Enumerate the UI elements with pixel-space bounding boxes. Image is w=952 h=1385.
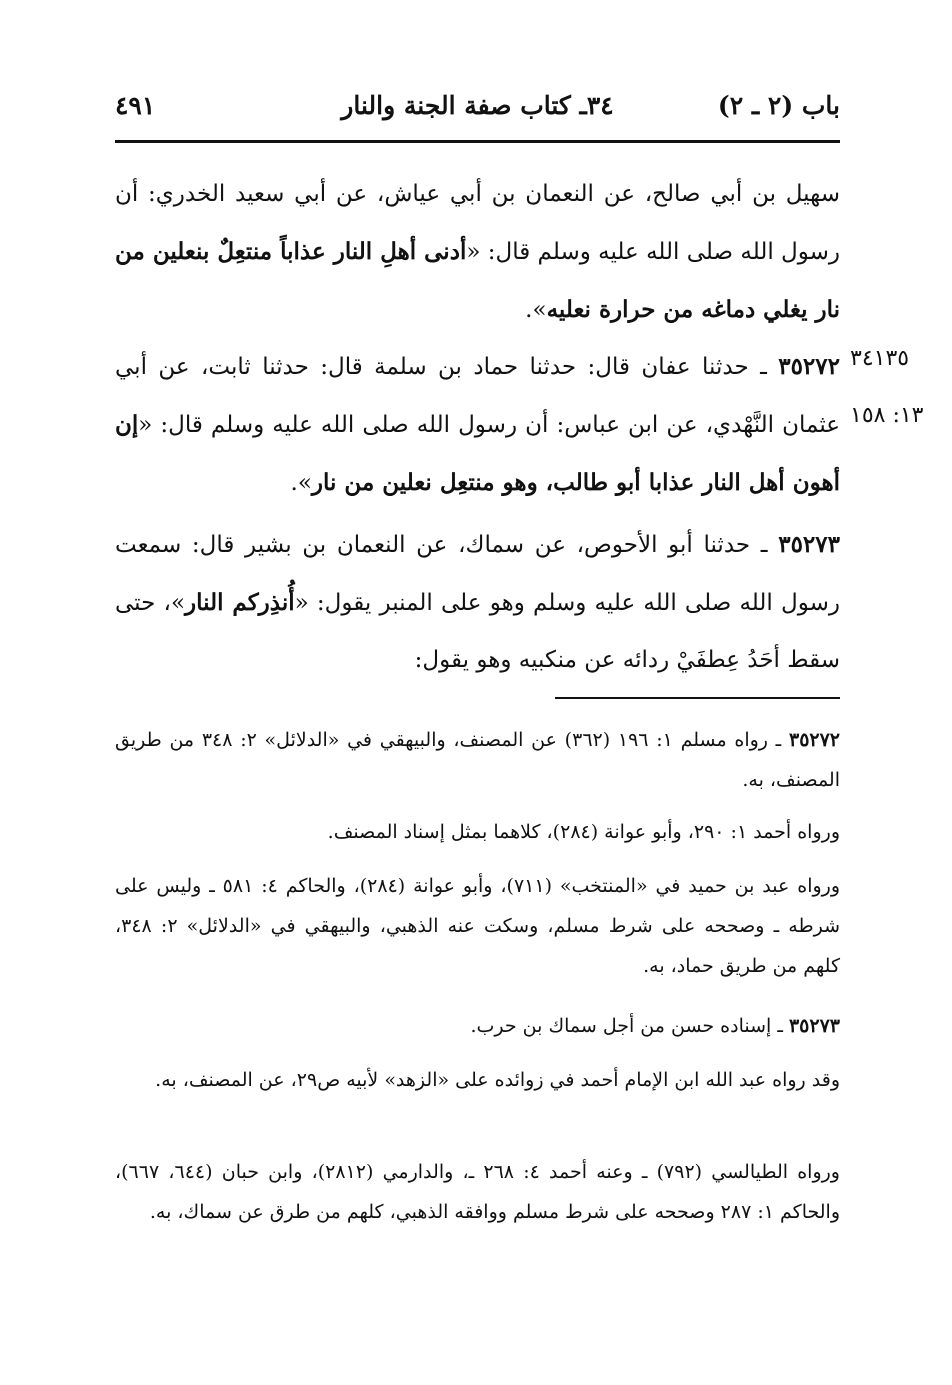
footnote-35272	[115, 720, 840, 800]
footnote-paragraph: ورواه الطيالسي (٧٩٢) ـ وعنه أحمد ٤: ٢٦٨ ـ، والدارمي (٢٨١٢)، وابن حبان (٦٤٤، ٦٦٧)، والحاكم ١: ٢٨٧ وصححه على شرط مسلم ووافقه الذهبي، كلهم من طرق عن سماك، به.	[115, 1161, 840, 1223]
running-header	[115, 84, 840, 128]
header-chapter-ref: باب (٢ ـ ٢)	[717, 91, 840, 120]
header-book-title: ٣٤ـ كتاب صفة الجنة والنار	[341, 91, 614, 120]
hadith-text-end: ».	[290, 470, 312, 496]
hadith-text: ـ حدثنا أبو الأحوص، عن سماك، عن النعمان بن بشير قال: سمعت رسول الله صلى الله عليه وسلم وهو على المنبر يقول: «	[115, 532, 840, 616]
hadith-35273	[115, 516, 840, 689]
hadith-text-end: ».	[525, 297, 547, 323]
hadith-continuation	[115, 166, 840, 339]
hadith-quote-bold: أُنذِركم النار	[185, 589, 295, 616]
footnote-separator	[555, 697, 840, 699]
hadith-quote-bold: إن أهون أهل النار عذابا أبو طالب، وهو منتعِل نعلين من نار	[115, 411, 840, 496]
hadith-quote-bold: أدنى أهلِ النار عذاباً منتعِلٌ بنعلين من نار يغلي دماغه من حرارة نعليه	[115, 238, 840, 323]
footnote-number: ٣٥٢٧٣	[788, 1015, 840, 1037]
footnote-paragraph: ورواه عبد بن حميد في «المنتخب» (٧١١)، وأبو عوانة (٢٨٤)، والحاكم ٤: ٥٨١ ـ وليس على شرطه ـ وصححه على شرط مسلم، وسكت عنه الذهبي، والبيهقي في «الدلائل» ٢: ٣٤٨، كلهم من طريق حماد، به.	[115, 875, 840, 977]
hadith-text: سهيل بن أبي صالح، عن النعمان بن أبي عياش، عن أبي سعيد الخدري: أن رسول الله صلى الله عليه وسلم قال: «	[115, 181, 841, 265]
hadith-number: ٣٥٢٧٢	[778, 353, 840, 380]
hadith-number: ٣٥٢٧٣	[778, 531, 840, 558]
margin-reference-1: ٣٤١٣٥	[850, 346, 910, 371]
footnote-35273	[115, 1006, 840, 1046]
footnote-text: ـ رواه مسلم ١: ١٩٦ (٣٦٢) عن المصنف، والبيهقي في «الدلائل» ٢: ٣٤٨ من طريق المصنف، به.	[115, 729, 840, 791]
hadith-35272	[115, 338, 840, 512]
hadith-text: ـ حدثنا عفان قال: حدثنا حماد بن سلمة قال: حدثنا ثابت، عن أبي عثمان النَّهْدي، عن ابن عباس: أن رسول الله صلى الله عليه وسلم قال: «	[115, 354, 840, 438]
footnote-paragraph: ورواه أحمد ١: ٢٩٠، وأبو عوانة (٢٨٤)، كلاهما بمثل إسناد المصنف.	[327, 821, 840, 843]
footnote-number: ٣٥٢٧٢	[788, 729, 841, 751]
footnote-text: ـ إسناده حسن من أجل سماك بن حرب.	[470, 1015, 789, 1037]
footnote-paragraph: وقد رواه عبد الله ابن الإمام أحمد في زوائده على «الزهد» لأبيه ص٢٩، عن المصنف، به.	[155, 1069, 840, 1091]
margin-reference-2: ١٣: ١٥٨	[850, 403, 924, 428]
page-number: ٤٩١	[115, 91, 156, 120]
hadith-text-end: »، حتى سقط أحَدُ عِطفَيْ ردائه عن منكبيه وهو يقول:	[115, 590, 840, 673]
header-rule	[115, 140, 840, 143]
